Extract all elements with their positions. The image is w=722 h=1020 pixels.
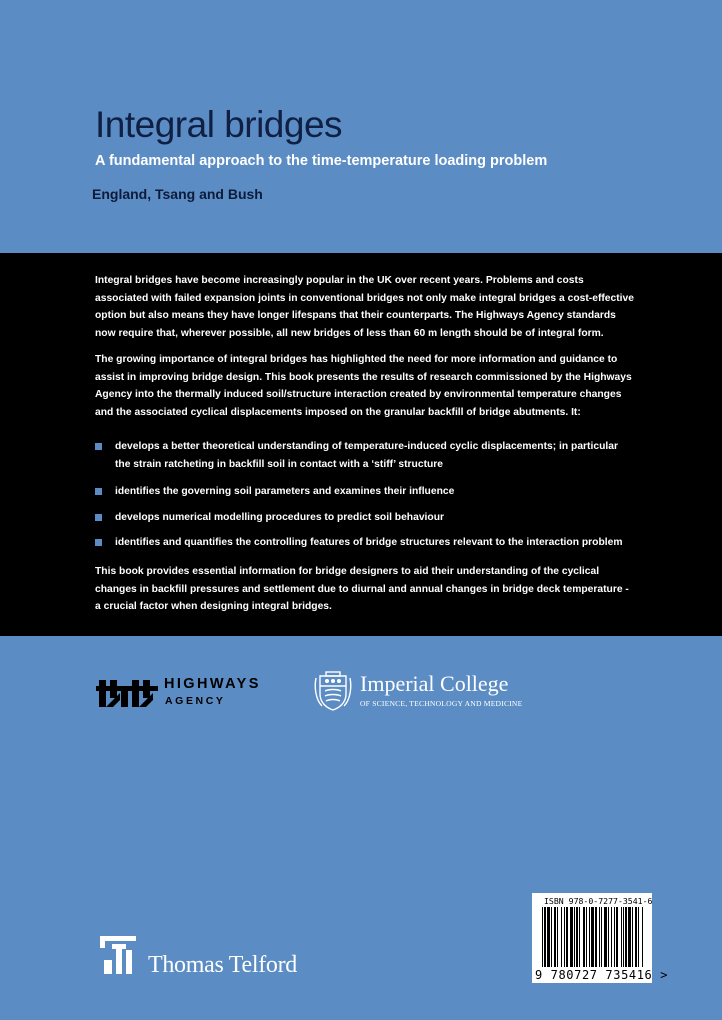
barcode-bar bbox=[638, 907, 639, 967]
barcode-bar bbox=[544, 907, 546, 967]
barcode-digits: 9 780727 735416 > bbox=[535, 968, 669, 982]
barcode-bar bbox=[595, 907, 597, 967]
bullet-square-icon bbox=[95, 539, 102, 546]
thomas-telford-logo bbox=[98, 934, 318, 980]
barcode-bar bbox=[623, 907, 624, 967]
blurb-paragraph-2: The growing importance of integral bridges has highlighted the need for more information and guidance to assist in improving bridge design. This book presents the results of research commissioned by the Highways Agency into the thermally induced soil/structure interaction created by environmental temperature changes and the associated cyclical displacements imposed on the granular backfill of bridge abutments. It: bbox=[95, 354, 632, 418]
barcode-bar bbox=[576, 907, 578, 967]
barcode-bar bbox=[625, 907, 627, 967]
imperial-logo-name: Imperial College bbox=[360, 671, 509, 696]
barcode-bar bbox=[642, 907, 643, 967]
list-item bbox=[95, 438, 635, 473]
list-item-text: identifies and quantifies the controlling features of bridge structures relevant to the interaction problem bbox=[115, 537, 623, 548]
barcode-bar bbox=[583, 907, 585, 967]
barcode-bar bbox=[551, 907, 552, 967]
list-item bbox=[95, 483, 635, 501]
barcode-bar bbox=[604, 907, 607, 967]
publisher-name: Thomas Telford bbox=[148, 952, 297, 978]
blurb-paragraph-1: Integral bridges have become increasingly popular in the UK over recent years. Problems and costs associated with failed expansion joints in conventional bridges not only make integral bridges a cost-effective option but also means they have longer lifespans that their counterparts. The Highways Agency standards now require that, wherever possible, all new bridges of less than 60 m length should be of integral form. bbox=[95, 275, 634, 339]
imperial-crest-icon bbox=[314, 670, 352, 712]
isbn-number: ISBN 978-0-7277-3541-6 bbox=[544, 896, 653, 906]
imperial-college-logo bbox=[314, 670, 534, 714]
barcode-bar bbox=[611, 907, 612, 967]
list-item-text: develops numerical modelling procedures to predict soil behaviour bbox=[115, 512, 445, 523]
barcode-bar bbox=[621, 907, 622, 967]
highways-agency-logo bbox=[96, 676, 286, 712]
barcode-bar bbox=[589, 907, 590, 967]
bullet-square-icon bbox=[95, 514, 102, 521]
barcode-bar bbox=[616, 907, 618, 967]
barcode-bar bbox=[614, 907, 615, 967]
book-authors: England, Tsang and Bush bbox=[92, 186, 263, 202]
blurb-panel bbox=[0, 253, 722, 636]
barcode-bar bbox=[599, 907, 600, 967]
barcode-bar bbox=[601, 907, 602, 967]
blurb-paragraph-3: This book provides essential information for bridge designers to aid their understanding of the cyclical changes in backfill pressures and settlement due to diurnal and annual changes in bridge deck temperature - a crucial factor when designing integral bridges. bbox=[95, 566, 629, 613]
barcode-bar bbox=[579, 907, 580, 967]
list-item bbox=[95, 509, 635, 527]
barcode-bar bbox=[608, 907, 609, 967]
barcode-bar bbox=[591, 907, 594, 967]
book-subtitle: A fundamental approach to the time-temperature loading problem bbox=[95, 153, 548, 169]
barcode-bar bbox=[574, 907, 575, 967]
highways-agency-emblem-icon bbox=[96, 676, 158, 710]
barcode-bar bbox=[586, 907, 587, 967]
barcode-bar bbox=[542, 907, 543, 967]
isbn-barcode bbox=[532, 893, 669, 983]
barcode-bar bbox=[547, 907, 550, 967]
list-item bbox=[95, 534, 635, 552]
highways-logo-line2: AGENCY bbox=[165, 695, 226, 707]
barcode-bar bbox=[557, 907, 558, 967]
barcode-bar bbox=[554, 907, 556, 967]
barcode-bar bbox=[570, 907, 573, 967]
highways-logo-line1: HIGHWAYS bbox=[164, 676, 261, 692]
list-item-text: develops a better theoretical understanding of temperature-induced cyclic displacements; in particular the strain ratcheting in backfill soil in contact with a ‘stiff’ structure bbox=[115, 441, 618, 470]
bullet-square-icon bbox=[95, 443, 102, 450]
barcode-bar bbox=[632, 907, 633, 967]
thomas-telford-emblem-icon bbox=[98, 934, 142, 978]
cover-header bbox=[0, 0, 722, 253]
imperial-logo-subtitle: OF SCIENCE, TECHNOLOGY AND MEDICINE bbox=[360, 699, 523, 708]
barcode-bar bbox=[566, 907, 568, 967]
barcode-bar bbox=[561, 907, 562, 967]
barcode-bar bbox=[628, 907, 631, 967]
book-title: Integral bridges bbox=[95, 104, 343, 145]
list-item-text: identifies the governing soil parameters and examines their influence bbox=[115, 486, 455, 497]
barcode-bar bbox=[635, 907, 637, 967]
bullet-square-icon bbox=[95, 488, 102, 495]
barcode-bar bbox=[564, 907, 565, 967]
